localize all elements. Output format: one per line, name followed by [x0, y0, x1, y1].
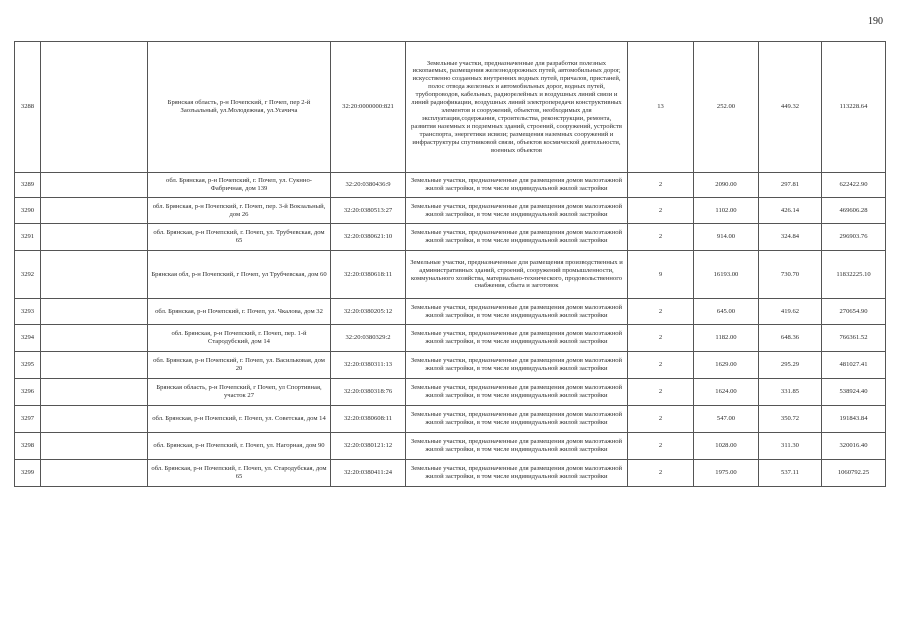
- cadastral-value-cell: 538924.40: [822, 379, 886, 406]
- empty-cell: [41, 198, 148, 224]
- group-cell: 9: [628, 251, 694, 299]
- specific-value-cell: 419.62: [759, 299, 822, 325]
- address-cell: Брянская обл, р-н Почепский, г Почеп, ул Трубчевская, дом 60: [148, 251, 331, 299]
- empty-cell: [41, 251, 148, 299]
- empty-cell: [41, 406, 148, 433]
- row-number: 3299: [15, 460, 41, 487]
- specific-value-cell: 730.70: [759, 251, 822, 299]
- group-cell: 2: [628, 379, 694, 406]
- row-number: 3291: [15, 224, 41, 251]
- cadastral-number-cell: 32:20:0380608:11: [331, 406, 406, 433]
- specific-value-cell: 426.14: [759, 198, 822, 224]
- empty-cell: [41, 352, 148, 379]
- group-cell: 13: [628, 42, 694, 173]
- table-row: [15, 406, 886, 433]
- area-cell: 645.00: [694, 299, 759, 325]
- row-number: 3290: [15, 198, 41, 224]
- cadastral-value-cell: 481027.41: [822, 352, 886, 379]
- cadastral-number-cell: 32:20:0380411:24: [331, 460, 406, 487]
- cadastral-value-cell: 622422.90: [822, 173, 886, 198]
- specific-value-cell: 295.29: [759, 352, 822, 379]
- area-cell: 914.00: [694, 224, 759, 251]
- land-purpose-cell: Земельные участки, предназначенные для размещения домов малоэтажной жилой застройки, в том числе индивидуальной жилой застройки: [406, 406, 628, 433]
- land-purpose-cell: Земельные участки, предназначенные для размещения домов малоэтажной жилой застройки, в том числе индивидуальной жилой застройки: [406, 352, 628, 379]
- land-purpose-cell: Земельные участки, предназначенные для размещения домов малоэтажной жилой застройки, в том числе индивидуальной жилой застройки: [406, 379, 628, 406]
- cadastral-value-cell: 270654.90: [822, 299, 886, 325]
- empty-cell: [41, 299, 148, 325]
- row-number: 3296: [15, 379, 41, 406]
- cadastral-value-cell: 296903.76: [822, 224, 886, 251]
- address-cell: обл. Брянская, р-н Почепский, г. Почеп, ул. Сукнно-Фабричная, дом 139: [148, 173, 331, 198]
- address-cell: обл. Брянская, р-н Почепский, г. Почеп, пер. 1-й Стародубский, дом 14: [148, 325, 331, 352]
- land-purpose-cell: Земельные участки, предназначенные для размещения домов малоэтажной жилой застройки, в том числе индивидуальной жилой застройки: [406, 173, 628, 198]
- empty-cell: [41, 433, 148, 460]
- table-row: [15, 251, 886, 299]
- group-cell: 2: [628, 198, 694, 224]
- cadastral-number-cell: 32:20:0380618:11: [331, 251, 406, 299]
- cadastral-number-cell: 32:20:0380311:13: [331, 352, 406, 379]
- specific-value-cell: 648.36: [759, 325, 822, 352]
- empty-cell: [41, 325, 148, 352]
- land-purpose-cell: Земельные участки, предназначенные для размещения домов малоэтажной жилой застройки, в том числе индивидуальной жилой застройки: [406, 198, 628, 224]
- empty-cell: [41, 224, 148, 251]
- page-number: 190: [868, 16, 883, 27]
- row-number: 3298: [15, 433, 41, 460]
- area-cell: 16193.00: [694, 251, 759, 299]
- specific-value-cell: 324.84: [759, 224, 822, 251]
- empty-cell: [41, 379, 148, 406]
- table-row: [15, 173, 886, 198]
- cadastral-number-cell: 32:20:0380121:12: [331, 433, 406, 460]
- area-cell: 1624.00: [694, 379, 759, 406]
- specific-value-cell: 350.72: [759, 406, 822, 433]
- specific-value-cell: 311.30: [759, 433, 822, 460]
- group-cell: 2: [628, 352, 694, 379]
- group-cell: 2: [628, 460, 694, 487]
- address-cell: обл. Брянская, р-н Почепский, г. Почеп, ул. Стародубская, дом 65: [148, 460, 331, 487]
- area-cell: 252.00: [694, 42, 759, 173]
- group-cell: 2: [628, 433, 694, 460]
- empty-cell: [41, 42, 148, 173]
- land-purpose-cell: Земельные участки, предназначенные для размещения производственных и административных зданий, строений, сооружений промышленности, коммунального хозяйства, материально-технического, продовольственного снабжения, сбыта и заготовок: [406, 251, 628, 299]
- cadastral-value-cell: 1060792.25: [822, 460, 886, 487]
- address-cell: обл. Брянская, р-н Почепский, г. Почеп, ул. Чкалова, дом 32: [148, 299, 331, 325]
- specific-value-cell: 449.32: [759, 42, 822, 173]
- address-cell: Брянская область, р-н Почепский, г Почеп, ул Спортивная, участок 27: [148, 379, 331, 406]
- area-cell: 547.00: [694, 406, 759, 433]
- area-cell: 2090.00: [694, 173, 759, 198]
- table-row: [15, 42, 886, 173]
- land-purpose-cell: Земельные участки, предназначенные для размещения домов малоэтажной жилой застройки, в том числе индивидуальной жилой застройки: [406, 299, 628, 325]
- area-cell: 1629.00: [694, 352, 759, 379]
- address-cell: Брянская область, р-н Почепский, г Почеп, пер 2-й Заозъальный, ул.Молодежная, ул.Усачича: [148, 42, 331, 173]
- area-cell: 1182.00: [694, 325, 759, 352]
- row-number: 3288: [15, 42, 41, 173]
- table-row: [15, 460, 886, 487]
- cadastral-number-cell: 32:20:0000000:821: [331, 42, 406, 173]
- cadastral-number-cell: 32:20:0380621:10: [331, 224, 406, 251]
- group-cell: 2: [628, 406, 694, 433]
- group-cell: 2: [628, 224, 694, 251]
- cadastral-value-cell: 320016.40: [822, 433, 886, 460]
- address-cell: обл. Брянская, р-н Почепский, г. Почеп, ул. Советская, дом 14: [148, 406, 331, 433]
- area-cell: 1975.00: [694, 460, 759, 487]
- cadastral-number-cell: 32:20:0380205:12: [331, 299, 406, 325]
- cadastral-number-cell: 32:20:0380513:27: [331, 198, 406, 224]
- cadastral-value-table: [14, 41, 886, 487]
- row-number: 3295: [15, 352, 41, 379]
- specific-value-cell: 537.11: [759, 460, 822, 487]
- land-purpose-cell: Земельные участки, предназначенные для размещения домов малоэтажной жилой застройки, в том числе индивидуальной жилой застройки: [406, 433, 628, 460]
- row-number: 3294: [15, 325, 41, 352]
- land-purpose-cell: Земельные участки, предназначенные для размещения домов малоэтажной жилой застройки, в том числе индивидуальной жилой застройки: [406, 460, 628, 487]
- cadastral-value-cell: 766361.52: [822, 325, 886, 352]
- land-purpose-cell: Земельные участки, предназначенные для размещения домов малоэтажной жилой застройки, в том числе индивидуальной жилой застройки: [406, 224, 628, 251]
- cadastral-value-cell: 11832225.10: [822, 251, 886, 299]
- row-number: 3289: [15, 173, 41, 198]
- empty-cell: [41, 460, 148, 487]
- table-row: [15, 352, 886, 379]
- address-cell: обл. Брянская, р-н Почепский, г. Почеп, пер. 3-й Вокзальный, дом 26: [148, 198, 331, 224]
- empty-cell: [41, 173, 148, 198]
- table-row: [15, 299, 886, 325]
- group-cell: 2: [628, 299, 694, 325]
- table-row: [15, 198, 886, 224]
- group-cell: 2: [628, 325, 694, 352]
- area-cell: 1102.00: [694, 198, 759, 224]
- specific-value-cell: 331.85: [759, 379, 822, 406]
- area-cell: 1028.00: [694, 433, 759, 460]
- row-number: 3292: [15, 251, 41, 299]
- table-row: [15, 325, 886, 352]
- address-cell: обл. Брянская, р-н Почепский, г. Почеп, ул. Нагорная, дом 90: [148, 433, 331, 460]
- address-cell: обл. Брянская, р-н Почепский, г. Почеп, ул. Васильковая, дом 20: [148, 352, 331, 379]
- cadastral-number-cell: 32:20:0380436:9: [331, 173, 406, 198]
- specific-value-cell: 297.81: [759, 173, 822, 198]
- table-row: [15, 224, 886, 251]
- cadastral-value-cell: 191843.84: [822, 406, 886, 433]
- address-cell: обл. Брянская, р-н Почепский, г. Почеп, ул. Трубчевская, дом 65: [148, 224, 331, 251]
- row-number: 3293: [15, 299, 41, 325]
- cadastral-value-cell: 469606.28: [822, 198, 886, 224]
- table-row: [15, 379, 886, 406]
- cadastral-number-cell: 32:20:0380318:76: [331, 379, 406, 406]
- cadastral-value-cell: 113228.64: [822, 42, 886, 173]
- land-purpose-cell: Земельные участки, предназначенные для разработки полезных ископаемых, размещения железнодорожных путей, автомобильных дорог, искусственно созданных внутренних водных путей, причалов, пристаней, полос отвода железных и автомобильных дорог, водных путей, трубопроводов, кабельных, радиорелейных и воздушных линий связи и линий радиофикации, воздушных линий электропередачи конструктивных элементов и сооружений, объектов, необходимых для эксплуатации,содержания, строительства, реконструкции, ремонта, развития наземных и подземных зданий, строений, сооружений, устройств транспорта, энергетики исвязи; размещения наземных сооружений и инфраструктуры спутниковой связи, объектов космической деятельности, военных объектов: [406, 42, 628, 173]
- cadastral-number-cell: 32:20:0380329:2: [331, 325, 406, 352]
- land-purpose-cell: Земельные участки, предназначенные для размещения домов малоэтажной жилой застройки, в том числе индивидуальной жилой застройки: [406, 325, 628, 352]
- row-number: 3297: [15, 406, 41, 433]
- group-cell: 2: [628, 173, 694, 198]
- table-row: [15, 433, 886, 460]
